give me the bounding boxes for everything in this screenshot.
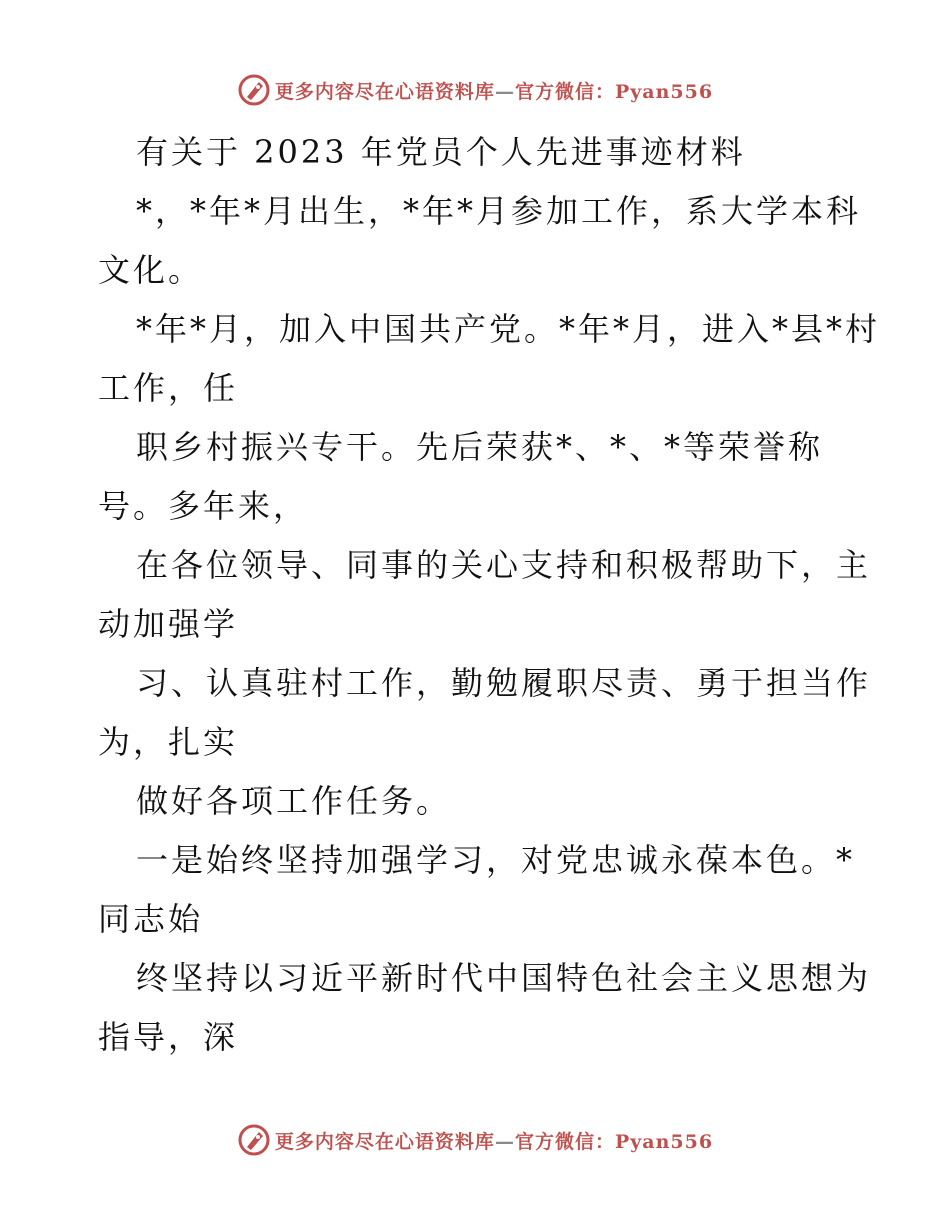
banner-wechat-label: 官方微信：	[514, 80, 615, 103]
text-line: 有关于 2023 年党员个人先进事迹材料	[136, 133, 746, 171]
banner-wechat-label: 官方微信：	[514, 1130, 615, 1153]
text-line: 在各位领导、同事的关心支持和积极帮助下，主	[136, 546, 872, 584]
document-body	[98, 123, 881, 1067]
banner-dash: —	[494, 80, 515, 103]
text-line: 习、认真驻村工作，勤勉履职尽责、勇于担当作	[136, 664, 872, 702]
text-line: 职乡村振兴专干。先后荣获*、*、*等荣誉称	[136, 428, 824, 466]
text-line: 一是始终坚持加强学习，对党忠诚永葆本色。*	[136, 841, 856, 879]
text-line: *，*年*月出生，*年*月参加工作，系大学本科	[136, 192, 862, 230]
header-banner	[0, 70, 950, 110]
banner-site-name: 更多内容尽在心语资料库	[274, 1130, 495, 1153]
banner-dash: —	[494, 1130, 515, 1153]
text-line: 动加强学	[98, 605, 239, 643]
banner-wechat-handle: Pyan556	[614, 1130, 714, 1153]
text-line: 同志始	[98, 900, 204, 938]
banner-text	[275, 1127, 713, 1154]
text-line: 终坚持以习近平新时代中国特色社会主义思想为	[136, 959, 872, 997]
text-line: *年*月，加入中国共产党。*年*月，进入*县*村	[136, 310, 881, 348]
text-line: 指导，深	[98, 1018, 239, 1056]
text-line: 文化。	[98, 251, 204, 289]
banner-site-name: 更多内容尽在心语资料库	[274, 80, 495, 103]
text-line: 做好各项工作任务。	[136, 782, 452, 820]
pen-nib-circle-icon	[237, 1123, 271, 1157]
text-line: 号。多年来，	[98, 487, 309, 525]
text-line: 工作，任	[98, 369, 239, 407]
text-line: 为，扎实	[98, 723, 239, 761]
pen-nib-circle-icon	[237, 73, 271, 107]
footer-banner	[0, 1120, 950, 1160]
banner-wechat-handle: Pyan556	[614, 80, 714, 103]
banner-text	[275, 77, 713, 104]
